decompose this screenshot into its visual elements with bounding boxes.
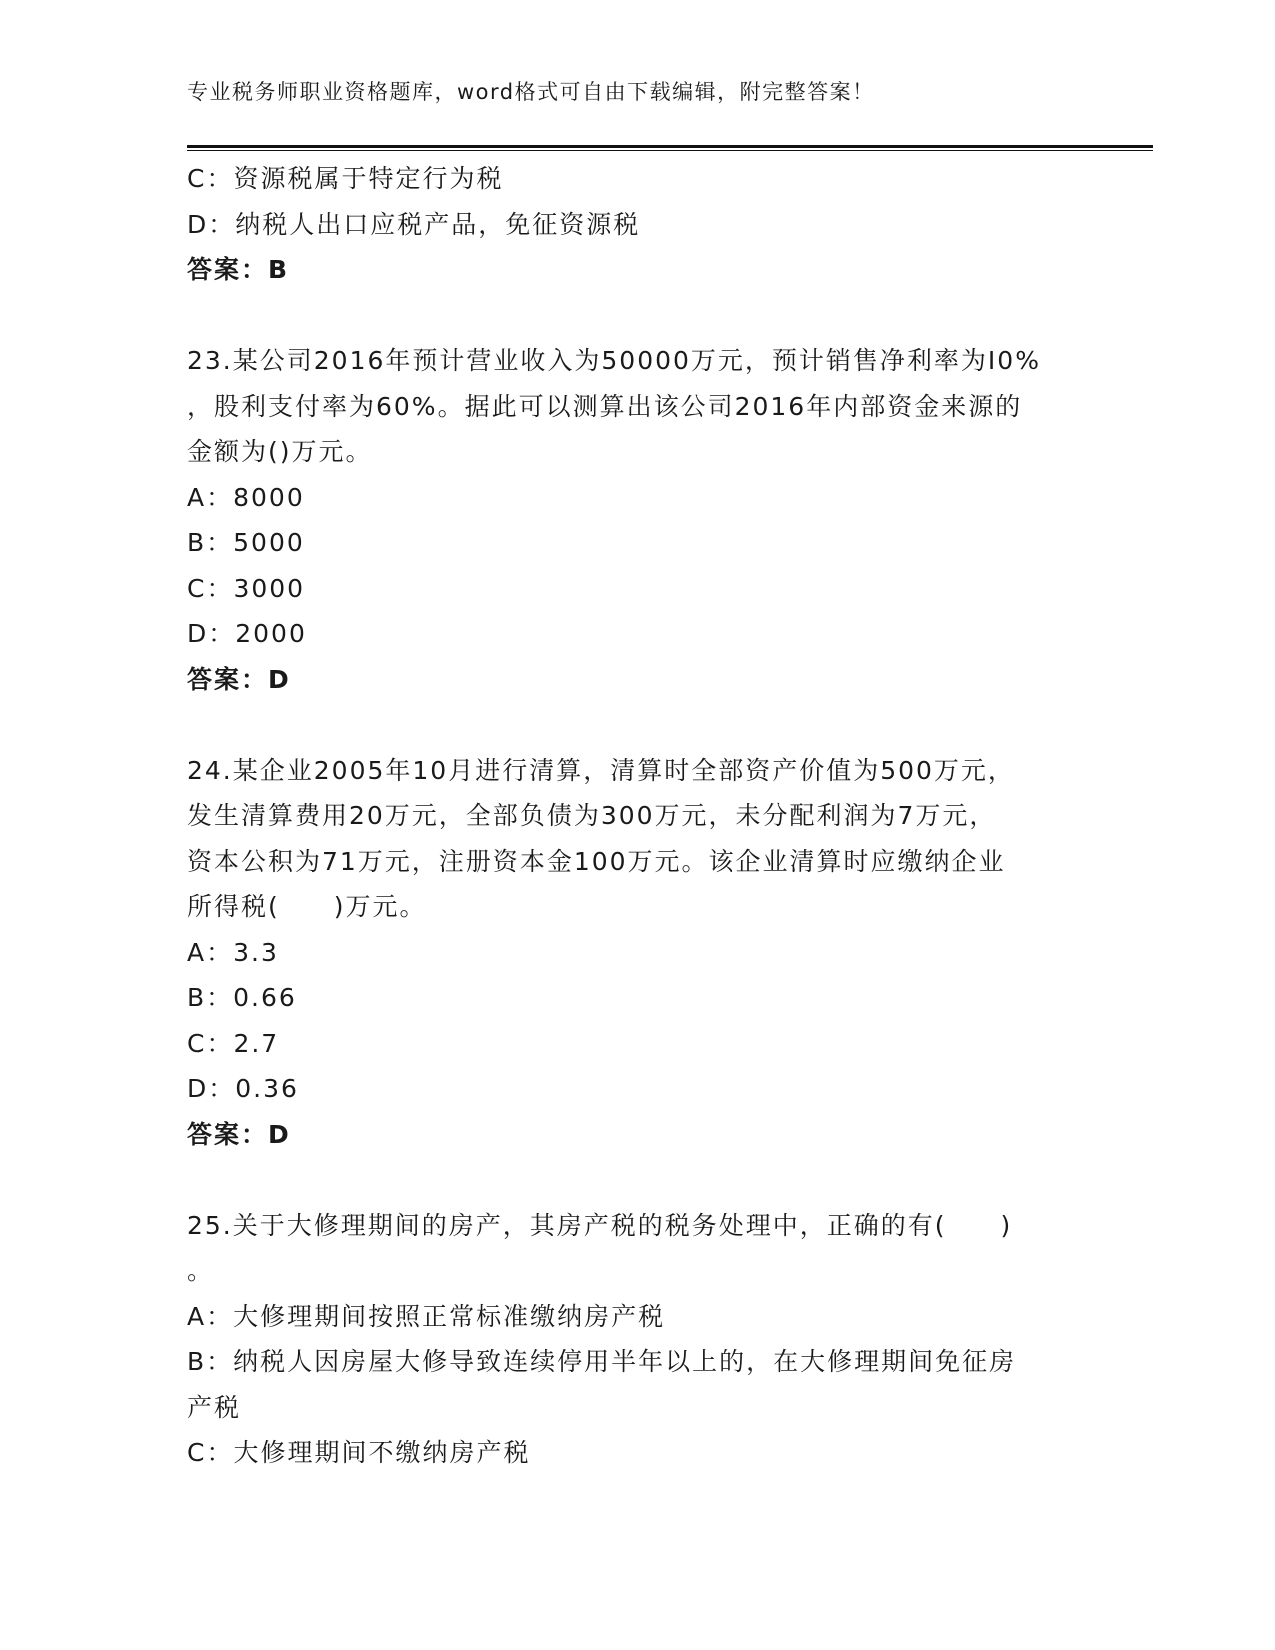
q24-stem-line-1: 24.某企业2005年10月进行清算，清算时全部资产价值为500万元，	[187, 755, 1015, 785]
q23-option-a: A：8000	[187, 482, 305, 512]
q23-answer: 答案：D	[187, 664, 291, 694]
q23-option-d: D：2000	[187, 619, 307, 648]
q25-stem-line-2: 。	[187, 1256, 215, 1285]
q22-answer: 答案：B	[187, 255, 290, 284]
q24-option-d: D：0.36	[187, 1074, 299, 1103]
spacer	[187, 1157, 1087, 1203]
document-body	[187, 156, 1087, 1476]
q23-option-c: C：3000	[187, 573, 306, 603]
q23-stem-line-3: 金额为()万元。	[187, 437, 373, 466]
q23-option-b: B：5000	[187, 528, 305, 557]
header-rule-thick	[187, 145, 1153, 148]
q25-stem-line-1: 25.关于大修理期间的房产，其房产税的税务处理中，正确的有( )	[187, 1210, 1013, 1240]
spacer	[187, 293, 1087, 339]
q25-option-a: A：大修理期间按照正常标准缴纳房产税	[187, 1301, 666, 1331]
q24-option-b: B：0.66	[187, 983, 297, 1012]
q24-answer: 答案：D	[187, 1119, 291, 1149]
q24-option-c: C：2.7	[187, 1028, 280, 1058]
q23-stem-line-1: 23.某公司2016年预计营业收入为50000万元，预计销售净利率为I0%	[187, 346, 1041, 375]
q25-option-b-continued: 产税	[187, 1392, 242, 1422]
q23-stem-line-2: ，股利支付率为60%。据此可以测算出该公司2016年内部资金来源的	[187, 391, 1023, 421]
q25-option-c: C：大修理期间不缴纳房产税	[187, 1438, 531, 1467]
spacer	[187, 702, 1087, 748]
q24-stem-line-2: 发生清算费用20万元，全部负债为300万元，未分配利润为7万元，	[187, 801, 997, 830]
q24-stem-line-3: 资本公积为71万元，注册资本金100万元。该企业清算时应缴纳企业	[187, 846, 1006, 876]
page-header: 专业税务师职业资格题库，word格式可自由下载编辑，附完整答案！	[187, 80, 875, 104]
q25-option-b: B：纳税人因房屋大修导致连续停用半年以上的，在大修理期间免征房	[187, 1347, 1017, 1376]
q22-option-c: C：资源税属于特定行为税	[187, 164, 504, 193]
q24-option-a: A：3.3	[187, 937, 279, 967]
q22-option-d: D：纳税人出口应税产品，免征资源税	[187, 209, 641, 239]
q24-stem-line-4: 所得税( )万元。	[187, 892, 427, 921]
header-rule-thin	[187, 150, 1153, 151]
